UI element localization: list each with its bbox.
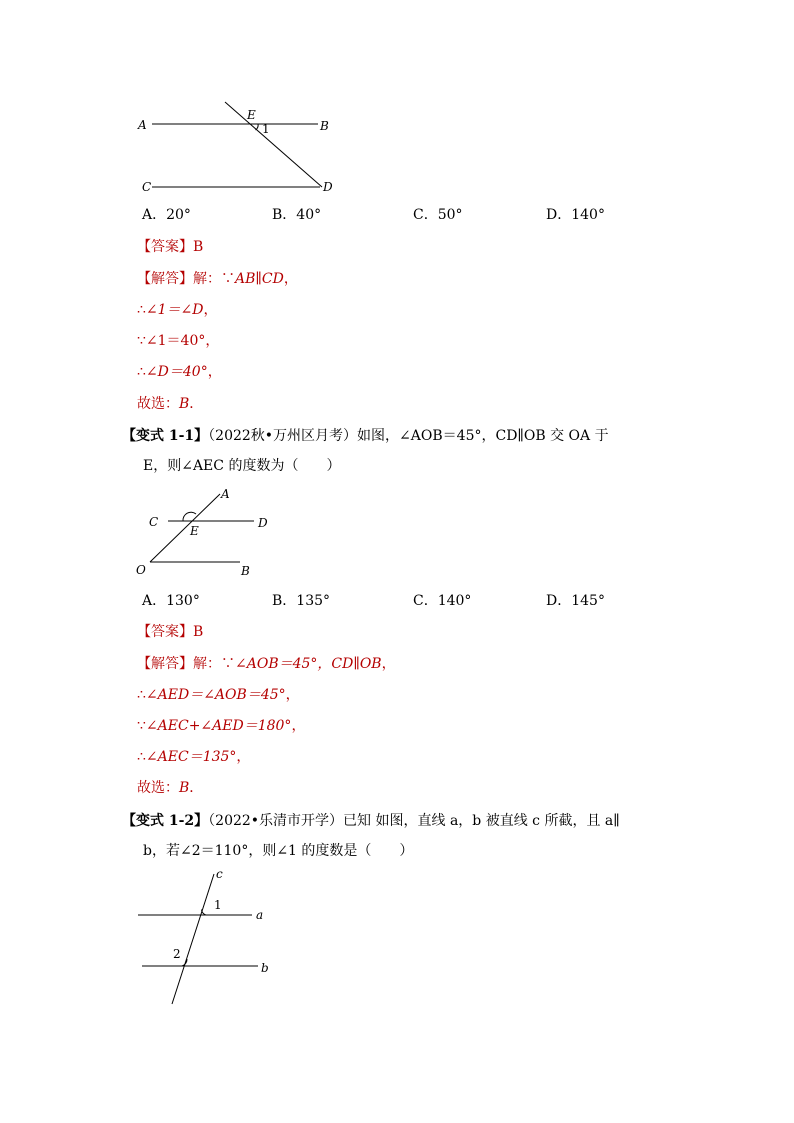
q3-stem-line-2: b，若∠2＝110°，则∠1 的度数是（ ） [143, 843, 414, 859]
figure-parallel-lines-2 [130, 484, 290, 584]
label-o: O [136, 563, 146, 577]
label-angle-1: 1 [262, 122, 270, 136]
line-oa [150, 494, 220, 562]
q1-option-b: B．40° [272, 207, 322, 223]
q2-stem-text: （2022秋•万州区月考）如图，∠AOB＝45°，CD∥OB 交 OA 于 [208, 428, 609, 444]
q3-stem-line-1 [122, 812, 620, 830]
step-expr: ∠1＝∠D [145, 302, 204, 318]
label-e: E [190, 524, 199, 538]
label-c: c [216, 867, 223, 881]
label-angle-2: 2 [173, 947, 181, 961]
answer-label: 【答案】 [137, 624, 193, 640]
q1-option-a: A．20° [142, 207, 191, 223]
choice-suffix: ． [189, 780, 204, 796]
choice-value: B [179, 396, 190, 412]
q1-choice [137, 395, 203, 413]
step-expr: ∠AEC+∠AED＝180° [145, 718, 292, 734]
q1-solution-step-3 [137, 332, 219, 350]
solution-label: 【解答】 [137, 656, 193, 672]
choice-prefix: 故选： [137, 396, 179, 412]
answer-value: B [193, 239, 204, 255]
q1-answer [137, 238, 203, 256]
step-suffix: ， [291, 718, 306, 734]
step-expr: ∠D＝40° [145, 364, 208, 380]
q2-option-b: B．135° [272, 593, 331, 609]
step-prefix: ∵ [137, 333, 146, 349]
q1-solution-step-1 [137, 270, 298, 288]
q2-label: 【变式 1-1】 [122, 428, 209, 444]
step-expr: ∠AEC＝135° [145, 749, 237, 765]
line-c-transversal [172, 874, 214, 1004]
choice-prefix: 故选： [137, 780, 179, 796]
step-prefix: ∵ [137, 718, 146, 734]
step-suffix: ， [236, 749, 251, 765]
step-prefix: 解：∵ [193, 656, 235, 672]
step-suffix: ， [381, 656, 396, 672]
label-d: D [258, 516, 268, 530]
step-prefix: ∴ [137, 364, 146, 380]
step-prefix: ∴ [137, 687, 146, 703]
step-suffix: ， [285, 687, 300, 703]
answer-value: B [193, 624, 204, 640]
step-expr: AB∥CD [235, 271, 284, 287]
q3-stem-text: （2022•乐清市开学）已知 如图，直线 a，b 被直线 c 所截，且 a∥ [208, 813, 620, 829]
label-c: C [149, 515, 159, 529]
label-b: B [241, 564, 250, 578]
figure-parallel-lines-1 [130, 95, 350, 200]
label-b: b [261, 961, 269, 975]
q3-label: 【变式 1-2】 [122, 813, 209, 829]
step-prefix: 解：∵ [193, 271, 235, 287]
label-angle-1: 1 [214, 898, 222, 912]
step-prefix: ∴ [137, 749, 146, 765]
q2-solution-step-2 [137, 686, 300, 704]
q2-stem-line-2: E，则∠AEC 的度数为（ ） [143, 458, 341, 474]
step-suffix: ， [205, 333, 220, 349]
q2-option-d: D．145° [546, 593, 605, 609]
label-b: B [320, 119, 329, 133]
label-a: A [138, 118, 147, 132]
choice-value: B [179, 780, 190, 796]
figure-parallel-lines-3 [130, 866, 280, 1008]
angle-1-arc [256, 124, 259, 130]
label-e: E [247, 108, 256, 122]
q2-choice [137, 779, 203, 797]
step-suffix: ， [207, 364, 222, 380]
solution-label: 【解答】 [137, 271, 193, 287]
q2-stem-line-1 [122, 427, 609, 445]
label-c: C [142, 180, 152, 194]
q2-solution-step-1 [137, 655, 396, 673]
q2-option-c: C．140° [413, 593, 472, 609]
line-transversal-ed [225, 102, 322, 187]
step-suffix: ， [283, 271, 298, 287]
q2-answer [137, 623, 203, 641]
label-a: A [221, 487, 230, 501]
step-expr: ∠AED＝∠AOB＝45° [145, 687, 286, 703]
q2-solution-step-4 [137, 748, 250, 766]
answer-label: 【答案】 [137, 239, 193, 255]
q1-solution-step-4 [137, 363, 222, 381]
label-d: D [323, 180, 333, 194]
choice-suffix: ． [189, 396, 204, 412]
label-a: a [256, 908, 264, 922]
step-prefix: ∴ [137, 302, 146, 318]
q1-solution-step-2 [137, 301, 218, 319]
step-expr: ∠1＝40° [145, 333, 206, 349]
q2-option-a: A．130° [142, 593, 200, 609]
q1-option-d: D．140° [546, 207, 605, 223]
step-suffix: ， [203, 302, 218, 318]
q1-option-c: C．50° [413, 207, 463, 223]
q2-solution-step-3 [137, 717, 305, 735]
step-expr: ∠AOB＝45°，CD∥OB [235, 656, 382, 672]
